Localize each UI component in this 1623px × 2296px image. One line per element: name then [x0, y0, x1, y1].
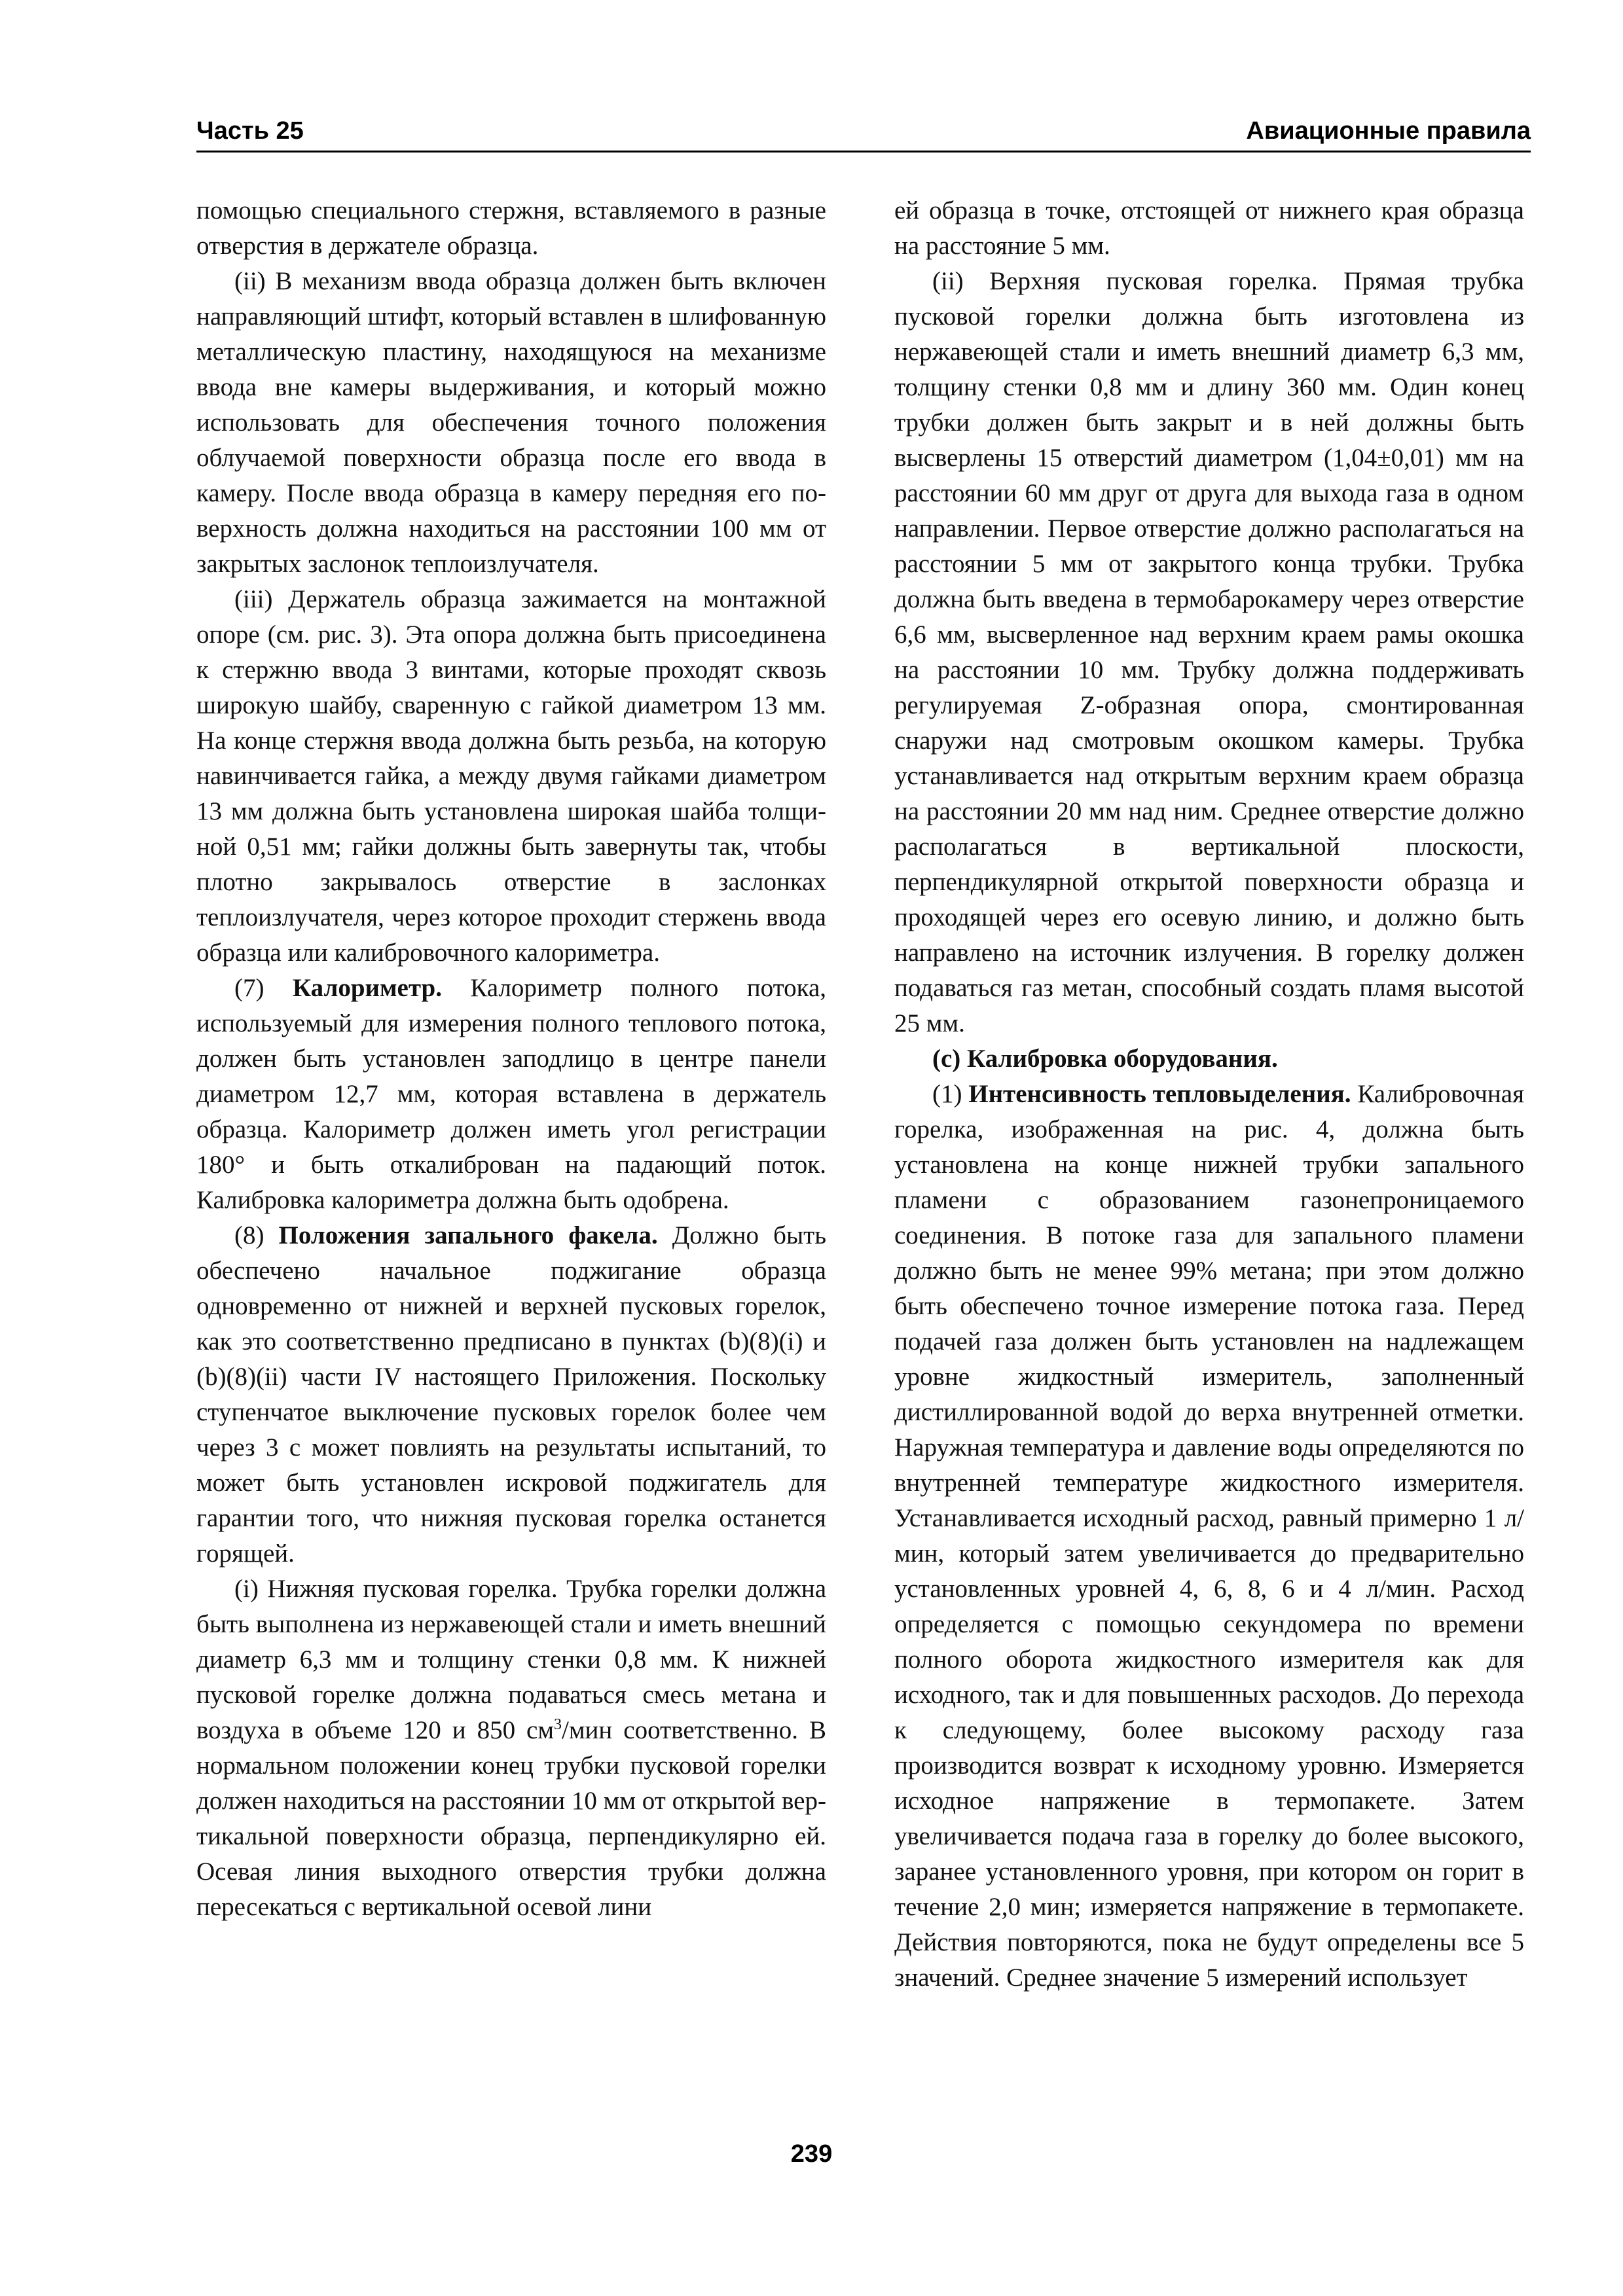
right-column — [894, 193, 1524, 1996]
section-heading: Положения запального факела. — [278, 1221, 658, 1249]
left-column — [196, 193, 826, 1925]
page-number: 239 — [790, 2140, 833, 2168]
paragraph — [894, 1077, 1524, 1996]
paragraph-text: Калибровочная горелка, изображенная на рис. 4, должна быть установлена на конце нижней трубки запального пламени с образованием газонепроницаемого соединения. В потоке газа для запального пламени должно быть не менее 99% метана; при этом должно быть обеспечено точное измерение потока газа. Перед подачей газа должен быть установлен на надлежащем уровне жидкостный измеритель, заполненный дистиллированной водой до верха внутренней отметки. Наружная температура и давление воды определяются по внутренней температуре жидкостного измерителя. Устанавливается исходный расход, равный примерно 1 л/мин, который затем увеличивается до предварительно установленных уровней 4, 6, 8, 6 и 4 л/мин. Расход определяется с помощью секундомера по времени полного оборота жидкостного измерителя как для исходного, так и для повышенных расходов. До перехода к следующему, более высокому расходу газа производится возврат к исходному уровню. Измеряется исходное напряжение в термопакете. Затем увеличивается подача газа в горелку до более высокого, заранее установленного уровня, при котором он горит в течение 2,0 мин; измеряется напряжение в термопакете. Действия повторяются, пока не будут определены все 5 значений. Среднее значение 5 измерений использует — [894, 1080, 1525, 1992]
paragraph: (ii) Верхняя пусковая горелка. Прямая трубка пусковой горелки должна быть изготовлена из нержавеющей стали и иметь внешний диаметр 6,3 мм, толщину стенки 0,8 мм и длину 360 мм. Один конец трубки должен быть закрыт и в ней должны быть высверлены 15 отверстий диаметром (1,04±0,01) мм на расстоянии 60 мм друг от друга для выхода газа в одном направлении. Первое отверстие должно располагаться на расстоянии 5 мм от закрытого конца трубки. Трубка должна быть введена в термобарокамеру через отверстие 6,6 мм, высверленное над верхним краем рамы окошка на расстоянии 10 мм. Трубку должна поддерживать регулируемая Z-образная опора, смонтированная снаружи над смотровым окошком камеры. Трубка устанавливается над открытым верхним краем образца на расстоянии 20 мм над ним. Среднее отверстие должно располагаться в вертикальной плоскости, перпендикулярной открытой поверхности образца и проходящей через его осевую линию, и должно быть направлено на источник излучения. В горелку должен подаваться газ метан, способный создать пламя высотой 25 мм. — [894, 267, 1524, 1037]
paragraph-text: (i) Нижняя пусковая горелка. Трубка горелки должна быть выполнена из нержавеющей стали и иметь внешний диаметр 6,3 мм и толщину стенки 0,8 мм. К нижней пусковой горелке должна подаваться смесь метана и воздуха в объеме 120 и 850 см — [196, 1575, 826, 1744]
paragraph: помощью специального стержня, вставляемого в разные отверстия в держателе образца. — [196, 196, 826, 260]
paragraph-text: /мин соответственно. В нормальном положении конец трубки пусковой горелки должен находиться на расстоянии 10 мм от открытой вертикальной поверхности образца, перпендикулярно ей. Осевая линия выходного отверстия трубки должна пересекаться с вертикальной осевой лини — [196, 1716, 826, 1921]
paragraph-text: Калориметр полного потока, используемый для измерения полного теплового потока, должен быть установлен заподлицо в центре панели диаметром 12,7 мм, которая вставлена в держатель образца. Калориметр должен иметь угол регистрации 180° и быть откалиброван на падающий поток. Калибровка калориметра должна быть одобрена. — [196, 974, 827, 1214]
item-number: (7) — [234, 974, 264, 1002]
header-title: Авиационные правила — [1246, 117, 1531, 145]
paragraph — [196, 1218, 826, 1571]
paragraph — [894, 1041, 1524, 1077]
paragraph — [196, 1571, 826, 1925]
paragraph — [196, 971, 826, 1218]
section-heading: Калориметр. — [292, 974, 442, 1002]
section-heading: (c) Калибровка оборудования. — [932, 1045, 1278, 1073]
item-number: (1) — [932, 1080, 962, 1108]
paragraph: (iii) Держатель образца зажимается на монтажной опоре (см. рис. 3). Эта опора должна быть присоединена к стержню ввода 3 винтами, которые проходят сквозь широкую шайбу, сваренную с гайкой диаметром 13 мм. На конце стержня ввода должна быть резьба, на которую навинчивается гайка, а между двумя гайками диаметром 13 мм должна быть установлена широкая шайба толщиной 0,51 мм; гайки должны быть завернуты так, чтобы плотно закрывалось отверстие в заслонках теплоизлучателя, через которое проходит стержень ввода образца или калибровочного калориметра. — [196, 585, 826, 967]
paragraph: ей образца в точке, отстоящей от нижнего края образца на расстояние 5 мм. — [894, 196, 1524, 260]
superscript: 3 — [554, 1716, 562, 1733]
item-number: (8) — [234, 1221, 264, 1249]
running-header — [196, 113, 1531, 152]
paragraph: (ii) В механизм ввода образца должен быть включен направляющий штифт, который вставлен в шлифованную металлическую пластину, находящуюся на механизме ввода вне камеры выдерживания, и который можно использовать для обеспечения точного положения облучаемой поверхности образца после его ввода в камеру. После ввода образца в камеру передняя его поверхность должна находиться на расстоянии 100 мм от закрытых заслонок теплоизлучателя. — [196, 267, 826, 578]
paragraph-text: Должно быть обеспечено начальное поджигание образца одновременно от нижней и верхней пусковых горелок, как это соответственно предписано в пунктах (b)(8)(i) и (b)(8)(ii) части IV настоящего Приложения. Поскольку ступенчатое выключение пусковых горелок более чем через 3 с может повлиять на результаты испытаний, то может быть установлен искровой поджигатель для гарантии того, что нижняя пусковая горелка останется горящей. — [196, 1221, 826, 1568]
section-heading: Интенсивность тепловыделения. — [968, 1080, 1351, 1108]
header-part-label: Часть 25 — [196, 117, 304, 145]
